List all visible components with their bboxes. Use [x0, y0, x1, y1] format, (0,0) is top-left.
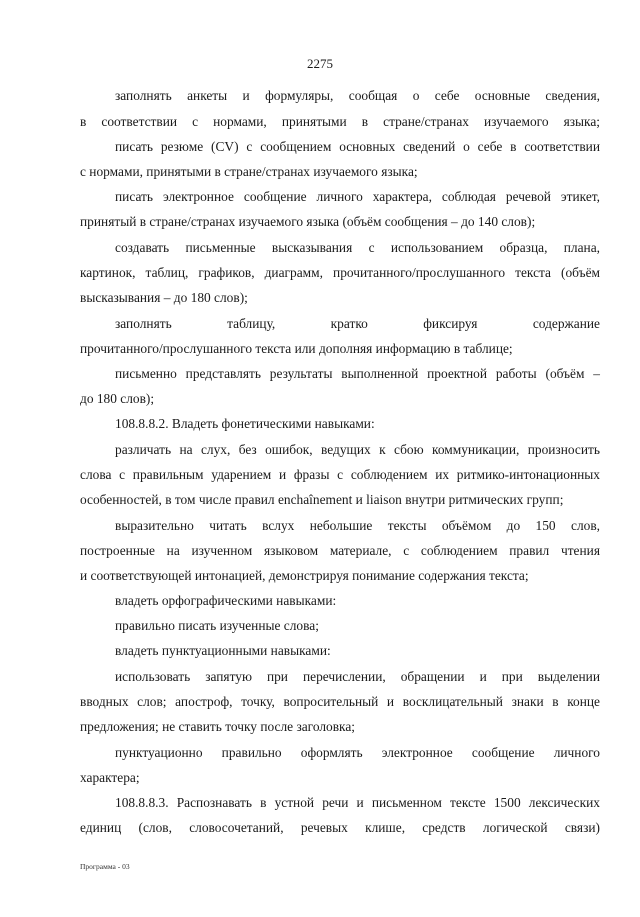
- text-line: заполнять таблицу, кратко фиксируя содержание: [115, 316, 600, 331]
- text-line: единиц (слов, словосочетаний, речевых клише, средств логической связи): [80, 820, 600, 835]
- text-line: характера;: [80, 770, 140, 785]
- text-line: писать электронное сообщение личного характера, соблюдая речевой этикет,: [115, 189, 600, 204]
- text-line: письменно представлять результаты выполненной проектной работы (объём –: [115, 366, 600, 381]
- text-line: прочитанного/прослушанного текста или дополняя информацию в таблице;: [80, 341, 513, 356]
- text-line: правильно писать изученные слова;: [115, 618, 319, 633]
- text-line: слова с правильным ударением и фразы с соблюдением их ритмико-интонационных: [80, 467, 600, 482]
- text-line: заполнять анкеты и формуляры, сообщая о себе основные сведения,: [115, 88, 600, 103]
- text-line: владеть пунктуационными навыками:: [115, 643, 331, 658]
- text-line: различать на слух, без ошибок, ведущих к сбою коммуникации, произносить: [115, 442, 600, 457]
- text-line: в соответствии с нормами, принятыми в стране/странах изучаемого языка;: [80, 114, 600, 129]
- text-line: вводных слов; апостроф, точку, вопросительный и восклицательный знаки в конце: [80, 694, 600, 709]
- section-heading: 108.8.8.2. Владеть фонетическими навыками:: [115, 416, 375, 431]
- text-line: высказывания – до 180 слов);: [80, 290, 248, 305]
- text-line: использовать запятую при перечислении, обращении и при выделении: [115, 669, 600, 684]
- text-line: писать резюме (CV) с сообщением основных сведений о себе в соответствии: [115, 139, 600, 154]
- section-heading: 108.8.8.3. Распознавать в устной речи и письменном тексте 1500 лексических: [115, 795, 600, 810]
- text-line: построенные на изученном языковом материале, с соблюдением правил чтения: [80, 543, 600, 558]
- text-line: создавать письменные высказывания с использованием образца, плана,: [115, 240, 600, 255]
- text-line: и соответствующей интонацией, демонстрируя понимание содержания текста;: [80, 568, 529, 583]
- text-line: владеть орфографическими навыками:: [115, 593, 337, 608]
- text-line: до 180 слов);: [80, 391, 155, 406]
- page-number: 2275: [307, 56, 333, 71]
- text-line: принятый в стране/странах изучаемого языка (объём сообщения – до 140 слов);: [80, 214, 536, 229]
- text-line: картинок, таблиц, графиков, диаграмм, прочитанного/прослушанного текста (объём: [80, 265, 600, 280]
- footer-label: Программа - 03: [80, 862, 130, 871]
- text-line: выразительно читать вслух небольшие тексты объёмом до 150 слов,: [115, 518, 600, 533]
- text-line: пунктуационно правильно оформлять электронное сообщение личного: [115, 745, 600, 760]
- text-line: особенностей, в том числе правил enchaînement и liaison внутри ритмических групп;: [80, 492, 564, 507]
- text-line: предложения; не ставить точку после заголовка;: [80, 719, 356, 734]
- text-line: с нормами, принятыми в стране/странах изучаемого языка;: [80, 164, 418, 179]
